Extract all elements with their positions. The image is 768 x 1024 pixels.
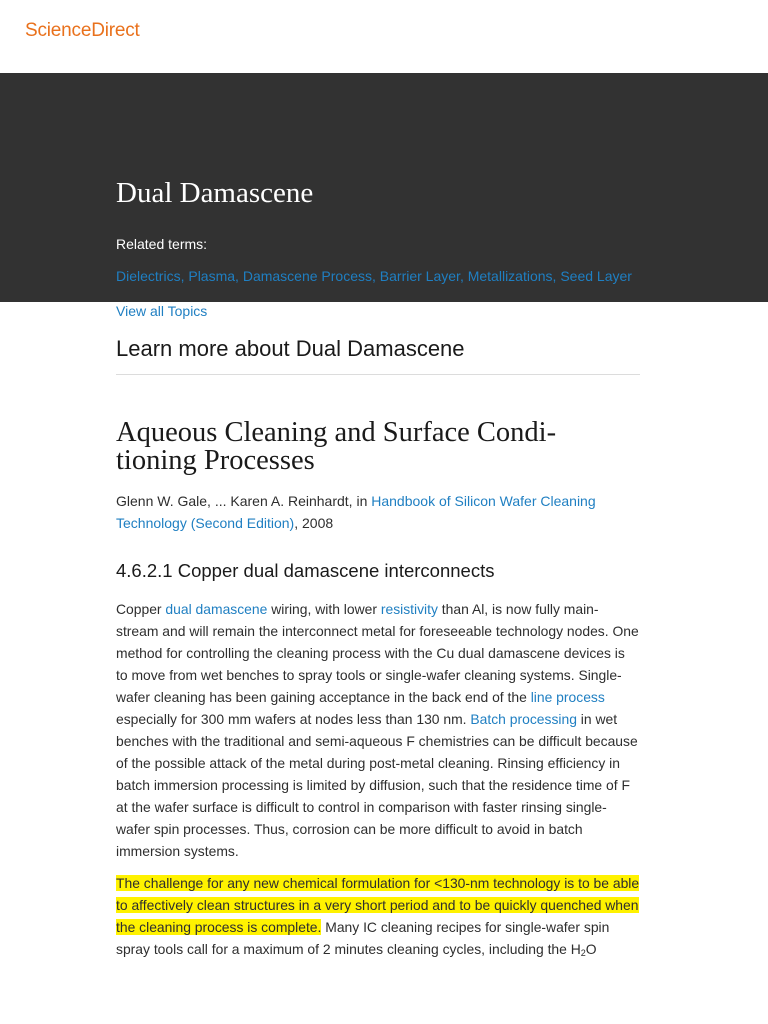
- text-run: Copper: [116, 601, 166, 617]
- chapter-title-line1: Aqueous Cleaning and Surface Condi-: [116, 417, 557, 448]
- learn-more-heading: Learn more about Dual Damascene: [116, 302, 640, 375]
- chapter-title-line2: tioning Processes: [116, 445, 315, 476]
- related-term-seed-layer[interactable]: Seed Layer: [560, 268, 632, 284]
- top-bar: [0, 0, 768, 73]
- chapter-title[interactable]: [116, 419, 640, 475]
- book-title-link[interactable]: Handbook of Silicon Wafer Cleaning Technology (Second Edition): [116, 493, 596, 531]
- publication-year: , 2008: [294, 515, 334, 531]
- term-separator: ,: [552, 268, 561, 284]
- related-terms-list: [116, 268, 632, 284]
- term-separator: ,: [180, 268, 189, 284]
- related-term-plasma[interactable]: Plasma: [188, 268, 236, 284]
- sciencedirect-logo[interactable]: ScienceDirect: [25, 20, 140, 41]
- topic-hero: [0, 73, 768, 319]
- related-terms-label: Related terms:: [116, 236, 208, 252]
- section-heading: 4.6.2.1 Copper dual damascene interconnects: [116, 560, 495, 581]
- subscript: 2: [580, 948, 586, 958]
- text-run: wiring, with lower: [267, 601, 381, 617]
- related-term-barrier-layer[interactable]: Barrier Layer: [379, 268, 460, 284]
- text-run: in wet benches with the traditional and semi-aqueous F chemistries can be difficult because of the possible attack of the metal during post-metal cleaning. Rinsing efficiency in batch immersion processing is limited by diffusion, such that the residence time of F at the wafer surface is difficult to control in comparison with faster rinsing single-wafer spin processes. Thus, corrosion can be more difficult to avoid in batch immersion systems.: [116, 711, 638, 859]
- main-content: [116, 302, 640, 960]
- term-separator: ,: [235, 268, 243, 284]
- text-run: O: [585, 941, 597, 957]
- line-process-link[interactable]: line process: [530, 689, 605, 705]
- chapter-authors: [116, 490, 640, 534]
- highlighted-text: The challenge for any new chemical formulation for <130-nm technology is to be able to affectively clean structures in a very short period and to be quickly quenched when the cleaning process is complete.: [116, 875, 640, 935]
- text-run: Many IC cleaning recipes for single-wafer spin spray tools call for a maximum of 2 minutes cleaning cycles, including the H: [116, 919, 610, 957]
- page-title: Dual Damascene: [116, 177, 314, 209]
- text-run: especially for 300 mm wafers at nodes less than 130 nm.: [116, 711, 471, 727]
- dual-damascene-link[interactable]: dual damascene: [165, 601, 268, 617]
- term-separator: ,: [372, 268, 380, 284]
- text-run: than Al, is now fully main-stream and will remain the interconnect metal for foreseeable technology nodes. One method for controlling the cleaning process with the Cu dual damascene devices is to move from wet benches to spray tools or single-wafer cleaning systems. Single-wafer cleaning has been gaining acceptance in the back end of the: [116, 601, 639, 705]
- resistivity-link[interactable]: resistivity: [380, 601, 438, 617]
- view-all-topics-link[interactable]: View all Topics: [116, 303, 208, 319]
- related-term-metallizations[interactable]: Metallizations: [467, 268, 553, 284]
- paragraph-1: [116, 598, 640, 862]
- term-separator: ,: [459, 268, 468, 284]
- related-term-damascene-process[interactable]: Damascene Process: [242, 268, 372, 284]
- batch-processing-link[interactable]: Batch processing: [470, 711, 577, 727]
- paragraph-2: [116, 872, 640, 960]
- related-term-dielectrics[interactable]: Dielectrics: [116, 268, 181, 284]
- author-names: Glenn W. Gale, ... Karen A. Reinhardt, in: [116, 493, 372, 509]
